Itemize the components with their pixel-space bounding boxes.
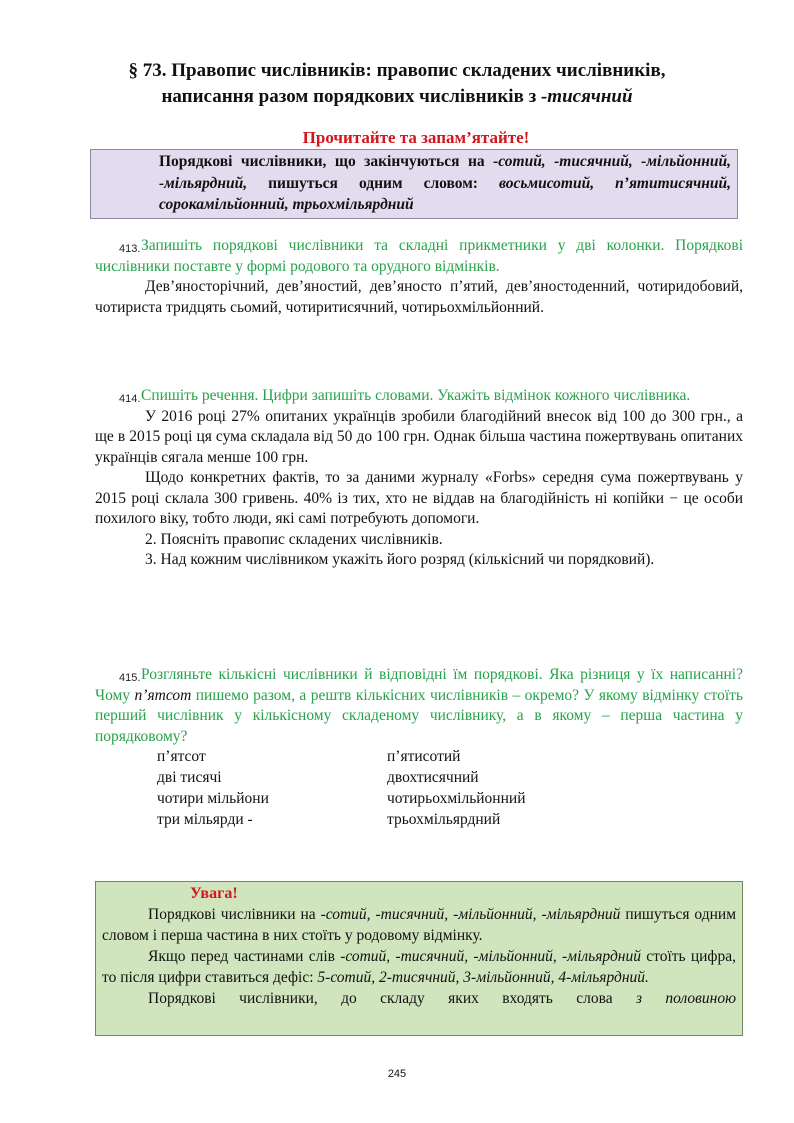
rule-examples: восьмисотий, п’ятитисячний, сорокамільйонний, трьохмільярдний bbox=[159, 174, 731, 213]
page-title bbox=[80, 58, 714, 110]
task-item-3: 3. Над кожним числівником укажіть його розряд (кількісний чи порядковий). bbox=[145, 551, 655, 568]
task-number: 414. bbox=[119, 393, 141, 405]
title-line-2: написання разом порядкових числівників з bbox=[161, 86, 541, 107]
page-number: 245 bbox=[387, 1068, 407, 1080]
task-text: Дев’яносторічний, дев’яностий, дев’яносто п’ятий, дев’яностоденний, чотиридобовий, чотириста тридцять сьомий, чотиритисячний, чотирьохмільйонний. bbox=[95, 278, 743, 316]
rule-suffixes: -сотий, -тисячний, -мільйонний, -мільярдний, bbox=[159, 153, 731, 192]
numeral-pair-row bbox=[157, 768, 743, 789]
numeral-pair-row bbox=[157, 747, 743, 768]
numeral-pair-row bbox=[157, 789, 743, 810]
task-413 bbox=[95, 236, 743, 318]
note-paragraph-1: Порядкові числівники на -сотий, -тисячний, -мільйонний, -мільярдний пишуться одним словом і перша частина в них стоїть у родовому відмінку. bbox=[102, 906, 736, 944]
attention-note bbox=[95, 881, 743, 1036]
cardinal-numeral: чотири мільйони bbox=[157, 790, 269, 807]
rule-heading: Прочитайте та запам’ятайте! bbox=[302, 128, 530, 147]
title-line-2-italic: -тисячний bbox=[540, 86, 633, 107]
rule-box bbox=[90, 149, 738, 219]
title-line-1: § 73. Правопис числівників: правопис складених числівників, bbox=[128, 60, 666, 81]
ordinal-numeral: чотирьохмільйонний bbox=[387, 790, 526, 807]
task-paragraph-1: У 2016 році 27% опитаних українців зробили благодійний внесок від 100 до 300 грн., а ще в 2015 році ця сума складала від 50 до 100 грн. Однак більша частина пожертвувань опитаних українців сягала менше 100 грн. bbox=[95, 407, 743, 466]
task-number: 415. bbox=[119, 672, 141, 684]
task-number: 413. bbox=[119, 243, 141, 255]
cardinal-numeral: три мільярди - bbox=[157, 811, 253, 828]
task-instruction: Розгляньте кількісні числівники й відповідні їм порядкові. Яка різниця у їх написанні? Чому п’ятсот пишемо разом, а рештв кількісних числівників – окремо? У якому відмінку стоїть перший числівник у кількісному складеному числівнику, а в якому – перша частина у порядковому? bbox=[95, 666, 743, 745]
numeral-pairs bbox=[157, 747, 743, 831]
rule-text-1: Порядкові числівники, що закінчуються на bbox=[159, 153, 494, 170]
cardinal-numeral: дві тисячі bbox=[157, 769, 222, 786]
example-word: п’ятсот bbox=[134, 686, 192, 704]
note-heading: Увага! bbox=[190, 885, 238, 902]
task-instruction: Запишіть порядкові числівники та складні прикметники у дві колонки. Порядкові числівники поставте у формі родового та орудного відмінків. bbox=[95, 237, 743, 275]
task-415 bbox=[95, 665, 743, 831]
task-instruction: Спишіть речення. Цифри запишіть словами. Укажіть відмінок кожного числівника. bbox=[141, 387, 691, 404]
task-item-2: 2. Поясніть правопис складених числівників. bbox=[145, 530, 443, 548]
task-414 bbox=[95, 386, 743, 571]
ordinal-numeral: трьохмільярдний bbox=[387, 811, 501, 828]
cardinal-numeral: п’ятсот bbox=[157, 748, 206, 765]
task-paragraph-2: Щодо конкретних фактів, то за даними журналу «Forbs» середня сума пожертвувань у 2015 році склала 300 гривень. 40% із тих, хто не віддав на благодійність ні копійки − це особи похилого віку, тобто люди, які самі потребують допомоги. bbox=[95, 469, 743, 527]
rule-text-2: пишуться одним словом: bbox=[247, 174, 500, 192]
numeral-pair-row bbox=[157, 810, 743, 831]
note-paragraph-2: Якщо перед частинами слів -сотий, -тисячний, -мільйонний, -мільярдний стоїть цифра, то після цифри ставиться дефіс: 5-сотий, 2-тисячний, 3-мільйонний, 4-мільярдний. bbox=[102, 948, 736, 986]
ordinal-numeral: двохтисячний bbox=[387, 769, 479, 786]
note-paragraph-3: Порядкові числівники, до складу яких входять слова з половиною bbox=[148, 990, 736, 1007]
ordinal-numeral: п’ятисотий bbox=[387, 748, 461, 765]
